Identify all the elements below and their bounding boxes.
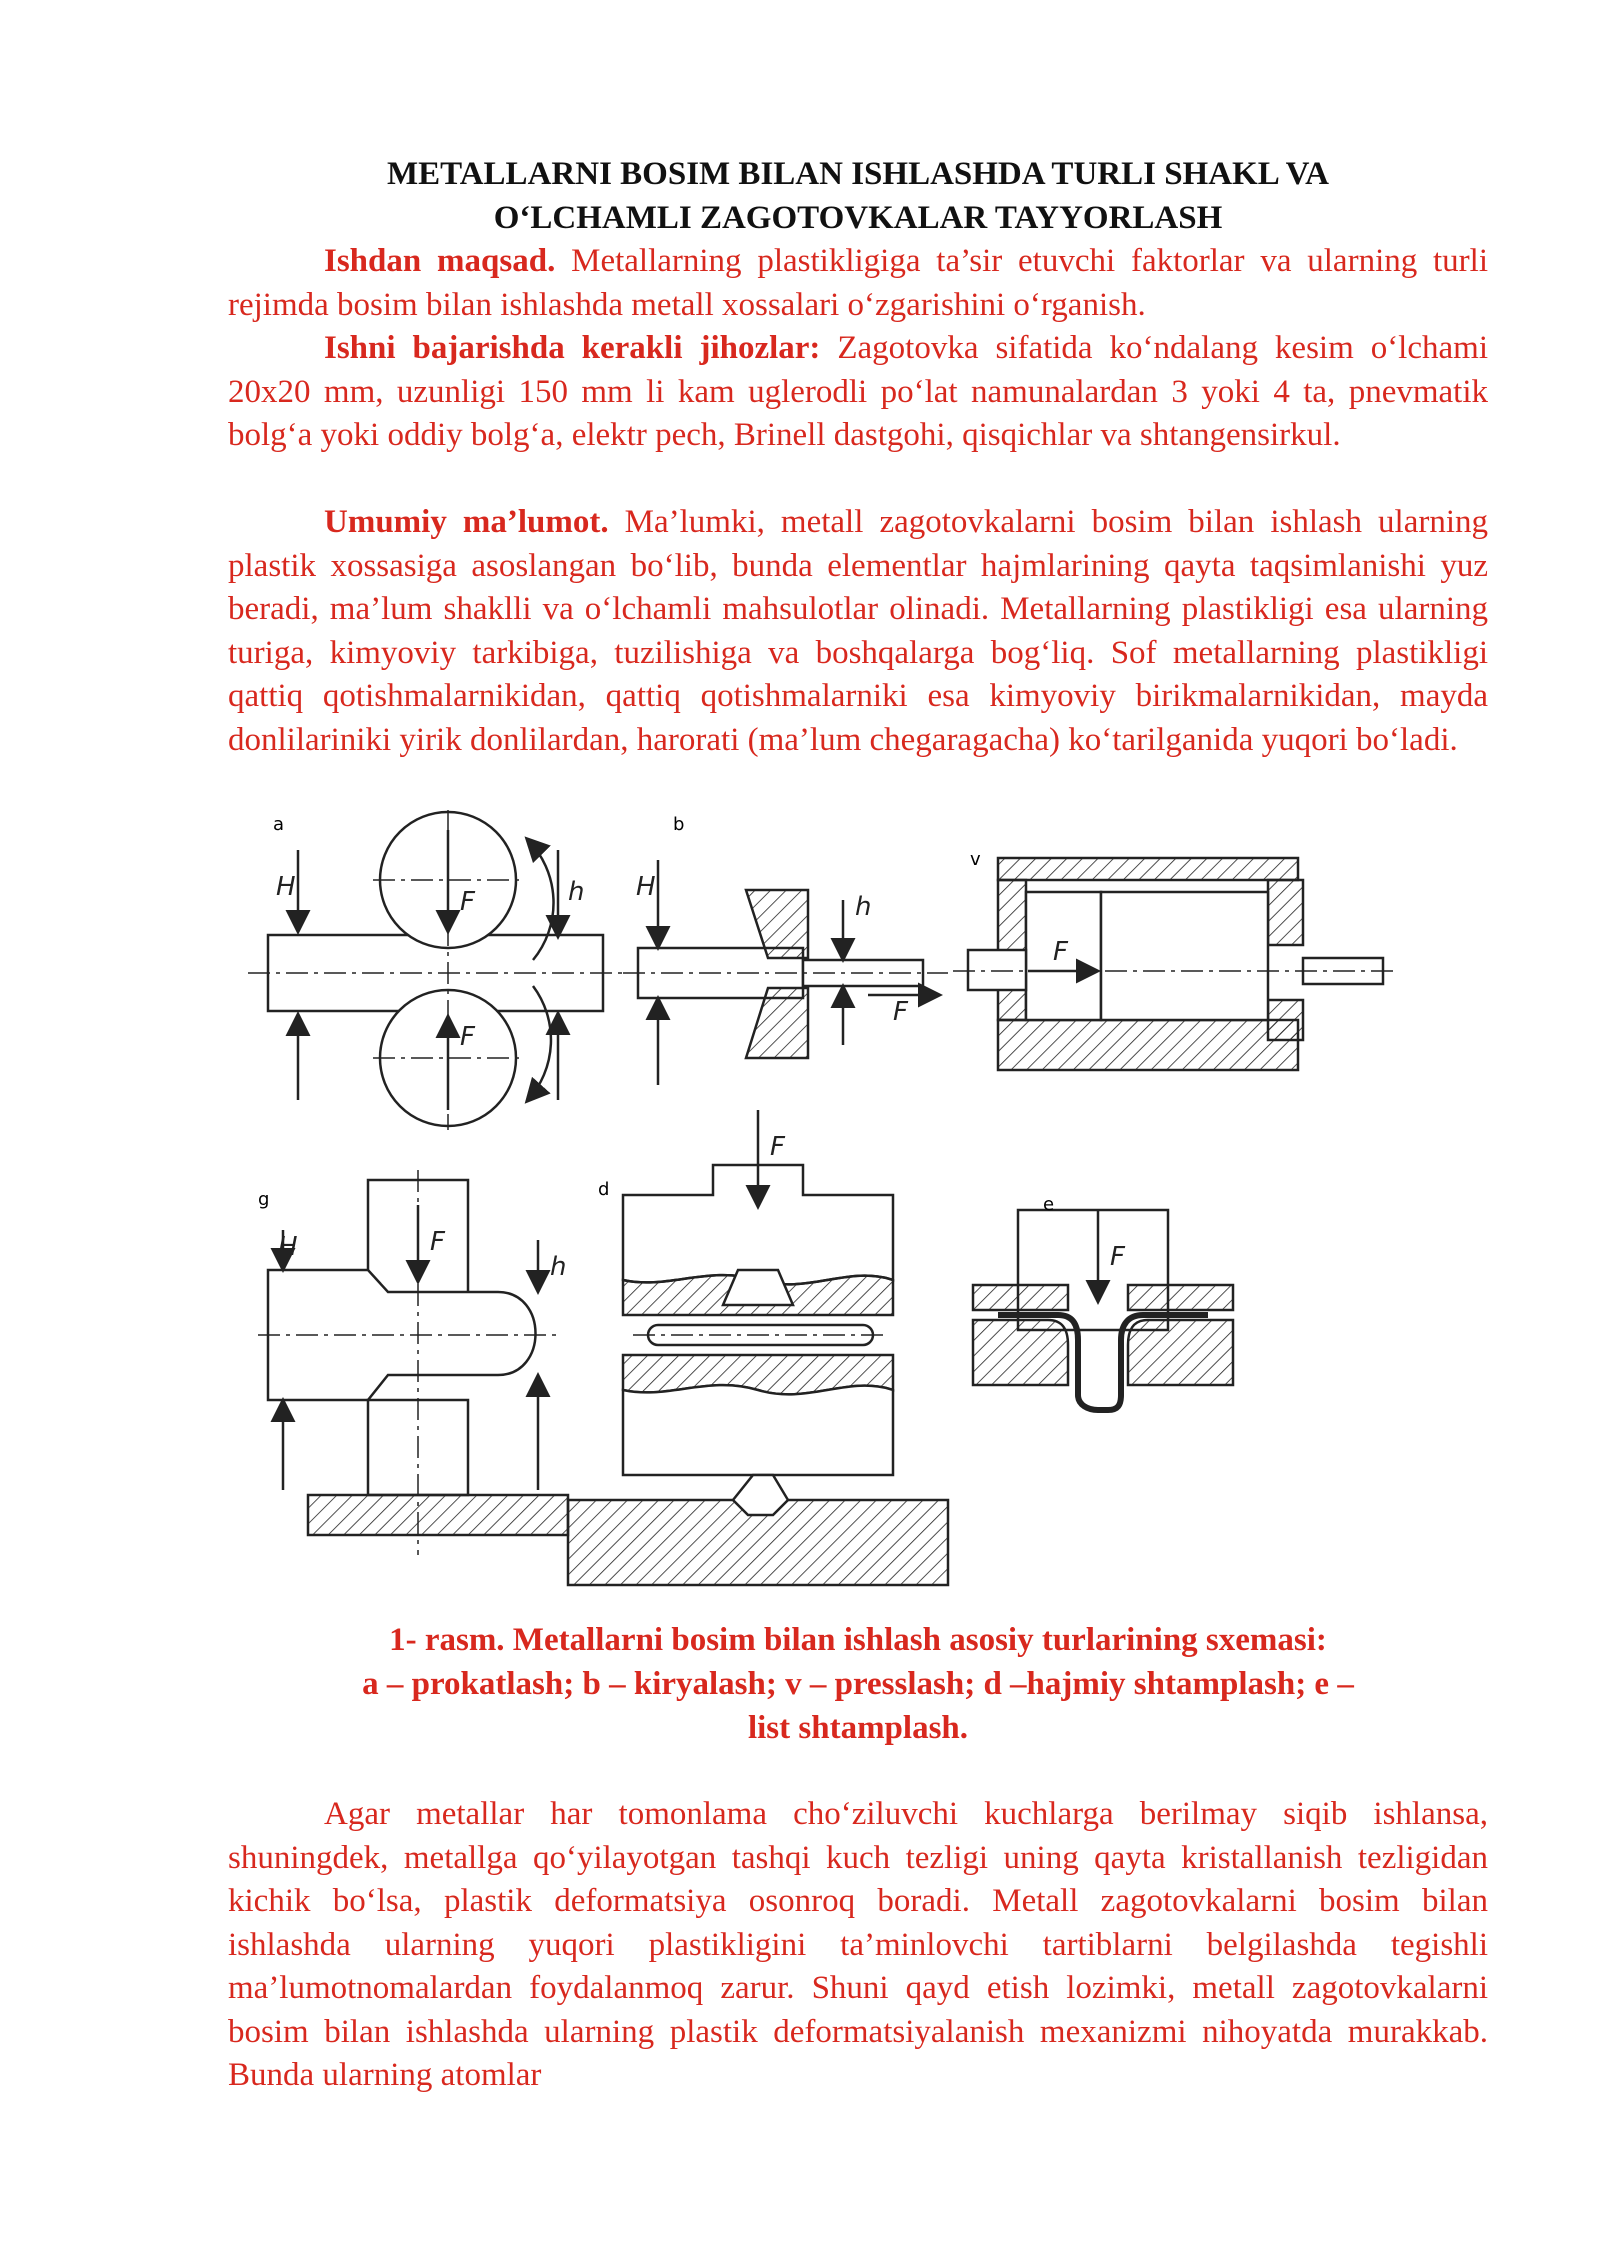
- height-in-label-g: H: [278, 1232, 298, 1262]
- force-label-a-bottom: F: [460, 1022, 475, 1052]
- paragraph-2-text: Agar metallar har tomonlama cho‘ziluvchi kuchlarga berilmay siqib ishlansa, shuningdek, metallga qo‘yilayotgan tashqi kuch tezligi uning qayta kristallanish tezligidan kichik bo‘lsa, plastik deformatsiya osonroq boradi. Metall zagotovkalarni bosim bilan ishlashda ularning yuqori plastikligini ta’minlovchi tartiblarni belgilashda tegishli ma’lumotnomalardan foydalanmoq zarur. Shuni qayd etish lozimki, metall zagotovkalarni bosim bilan ishlashda ularning plastik deformatsiyalanish mexanizmi nihoyatda murakkab. Bunda ularning atomlar: [228, 1796, 1488, 2093]
- force-label-b: F: [893, 997, 908, 1027]
- aim-label: Ishdan maqsad.: [324, 243, 556, 279]
- force-label-a-top: F: [460, 887, 475, 917]
- force-label-v: F: [1053, 937, 1068, 967]
- figure-caption-line-2: a – prokatlash; b – kiryalash; v – presslash; d –hajmiy shtamplash; e –: [362, 1666, 1354, 1702]
- figure-caption-line-3: list shtamplash.: [747, 1710, 969, 1746]
- scheme-v-extrusion: [953, 858, 1398, 1070]
- figure-label-g: g: [258, 1189, 270, 1210]
- figure-caption-line-1: 1- rasm. Metallarni bosim bilan ishlash asosiy turlarining sxemasi:: [389, 1622, 1327, 1658]
- height-out-label-g: h: [550, 1252, 567, 1282]
- aim-text: Metallarning plastikligiga ta’sir etuvchi faktorlar va ularning turli rejimda bosim bilan ishlashda metall xossalari o‘zgarishini o‘rganish.: [228, 243, 1489, 323]
- figure-label-a: a: [273, 814, 285, 835]
- equipment-paragraph: [228, 327, 1488, 458]
- scheme-e-sheet-stamping: [973, 1210, 1233, 1410]
- force-label-g: F: [430, 1227, 445, 1257]
- scheme-b-drawing: [623, 860, 948, 1085]
- general-paragraph: [228, 501, 1488, 762]
- equipment-label: Ishni bajarishda kerakli jihozlar:: [324, 330, 821, 366]
- height-out-label-b: h: [855, 892, 872, 922]
- scheme-a-rolling: [248, 810, 623, 1130]
- height-out-label-a: h: [568, 877, 585, 907]
- paragraph-2: [228, 1793, 1488, 2098]
- scheme-g-forging: [258, 1170, 568, 1555]
- general-text: Ma’lumki, metall zagotovkalarni bosim bilan ishlash ularning plastik xossasiga asoslangan bo‘lib, bunda elementlar hajmlarining qayta taqsimlanishi yuz beradi, ma’lum shaklli va o‘lchamli mahsulotlar olinadi. Metallarning plastikligi esa ularning turiga, kimyoviy tarkibiga, tuzilishiga va boshqalarga bog‘liq. Sof metallarning plastikligi qattiq qotishmalarnikidan, qattiq qotishmalarniki esa kimyoviy birikmalarnikidan, mayda donlilariniki yirik donlilardan, harorati (ma’lum chegaragacha) ko‘tarilganida yuqori bo‘ladi.: [228, 504, 1488, 758]
- scheme-d-die-forging: [568, 1110, 948, 1585]
- aim-paragraph: [228, 240, 1488, 327]
- figure-label-d: d: [598, 1179, 610, 1200]
- figure-label-e: e: [1043, 1194, 1055, 1215]
- pressure-working-schemes-figure: [228, 810, 1488, 1610]
- figure-label-b: b: [673, 814, 685, 835]
- force-label-e: F: [1110, 1242, 1125, 1272]
- general-label: Umumiy ma’lumot.: [324, 504, 609, 540]
- force-label-d: F: [770, 1132, 785, 1162]
- figure-label-v: v: [970, 849, 981, 870]
- height-in-label-a: H: [276, 872, 296, 902]
- title-line-2: O‘LCHAMLI ZAGOTOVKALAR TAYYORLASH: [493, 200, 1223, 236]
- equipment-text: Zagotovka sifatida ko‘ndalang kesim o‘lchami 20x20 mm, uzunligi 150 mm li kam uglerodli po‘lat namunalardan 3 yoki 4 ta, pnevmatik bolg‘a yoki oddiy bolg‘a, elektr pech, Brinell dastgohi, qisqichlar va shtangensirkul.: [228, 330, 1488, 453]
- title-line-1: METALLARNI BOSIM BILAN ISHLASHDA TURLI SHAKL VA: [387, 156, 1329, 192]
- height-in-label-b: H: [636, 872, 656, 902]
